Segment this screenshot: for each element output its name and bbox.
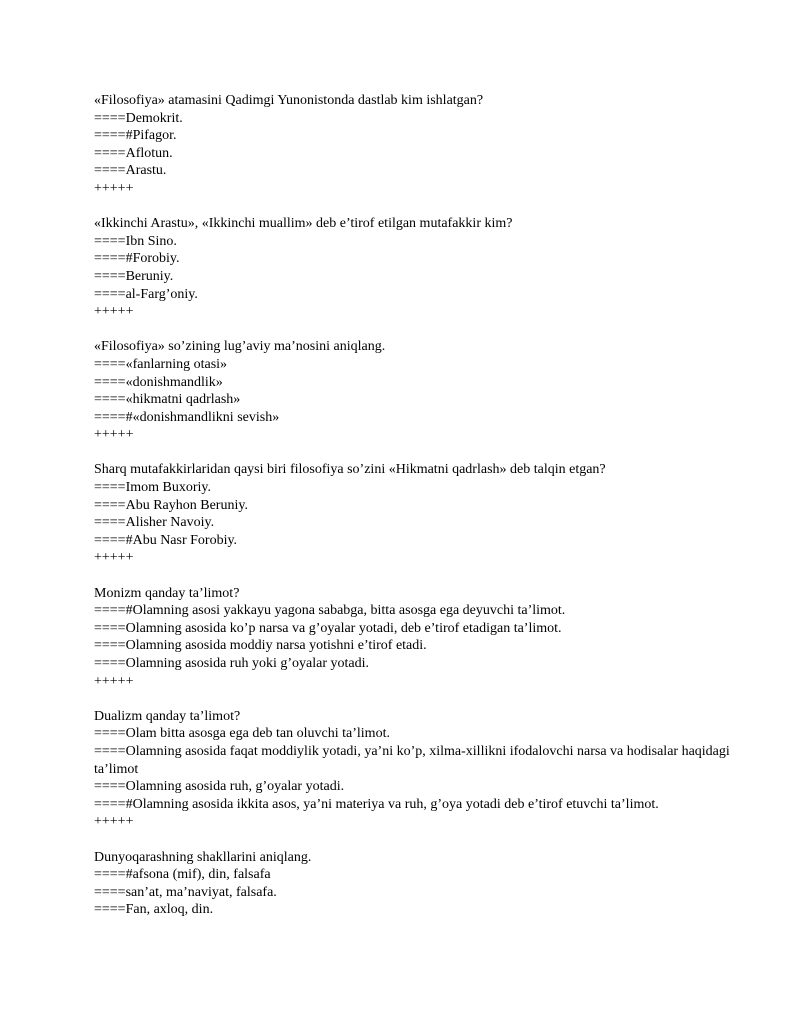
question-text: Dunyoqarashning shakllarini aniqlang.: [94, 849, 312, 865]
answer-option: ====Demokrit.: [94, 110, 183, 126]
answer-option-correct: ====#Forobiy.: [94, 251, 180, 267]
question-separator: +++++: [94, 304, 134, 320]
answer-option: ====Fan, axloq, din.: [94, 902, 214, 918]
answer-option: ====Olamning asosida ko’p narsa va g’oyalar yotadi, deb e’tirof etadigan ta’limot.: [94, 620, 562, 636]
answer-option: ====Arastu.: [94, 163, 167, 179]
document-page: [94, 92, 734, 937]
answer-option: ====san’at, ma’naviyat, falsafa.: [94, 884, 277, 900]
question-separator: +++++: [94, 427, 134, 443]
answer-option: ====«fanlarning otasi»: [94, 356, 228, 372]
question-block: [94, 92, 734, 198]
answer-option: ====Olam bitta asosga ega deb tan oluvchi ta’limot.: [94, 726, 390, 742]
question-separator: +++++: [94, 550, 134, 566]
answer-option-correct: ====#afsona (mif), din, falsafa: [94, 867, 271, 883]
question-block: [94, 461, 734, 567]
question-separator: +++++: [94, 814, 134, 830]
question-text: «Filosofiya» atamasini Qadimgi Yunonistonda dastlab kim ishlatgan?: [94, 93, 484, 108]
answer-option: ====Olamning asosida faqat moddiylik yotadi, ya’ni ko’p, xilma-xillikni ifodalovchi narsa va hodisalar haqidagi ta’limot: [94, 743, 734, 777]
answer-option-correct: ====#Pifagor.: [94, 128, 177, 144]
question-text: «Filosofiya» so’zining lug’aviy ma’nosini aniqlang.: [94, 339, 386, 355]
question-text: Sharq mutafakkirlaridan qaysi biri filosofiya so’zini «Hikmatni qadrlash» deb talqin etgan?: [94, 462, 606, 478]
answer-option: ====Ibn Sino.: [94, 233, 177, 249]
answer-option: ====Alisher Navoiy.: [94, 515, 215, 531]
answer-option-correct: ====#Olamning asosida ikkita asos, ya’ni materiya va ruh, g’oya yotadi deb e’tirof etuvchi ta’limot.: [94, 796, 659, 812]
question-separator: +++++: [94, 180, 134, 196]
answer-option: ====al-Farg’oniy.: [94, 286, 198, 302]
answer-option: ====Beruniy.: [94, 268, 174, 284]
question-block: [94, 215, 734, 321]
question-text: Monizm qanday ta’limot?: [94, 585, 240, 601]
question-block: [94, 849, 734, 919]
answer-option: ====Olamning asosida ruh yoki g’oyalar yotadi.: [94, 656, 369, 671]
question-block: [94, 338, 734, 444]
question-block: [94, 708, 734, 831]
answer-option: ====Abu Rayhon Beruniy.: [94, 497, 248, 513]
question-text: Dualizm qanday ta’limot?: [94, 708, 241, 724]
question-text: «Ikkinchi Arastu», «Ikkinchi muallim» deb e’tirof etilgan mutafakkir kim?: [94, 216, 513, 232]
answer-option-correct: ====#Olamning asosi yakkayu yagona sababga, bitta asosga ega deyuvchi ta’limot.: [94, 603, 566, 619]
question-separator: +++++: [94, 673, 134, 689]
answer-option: ====Olamning asosida ruh, g’oyalar yotadi.: [94, 779, 345, 795]
answer-option: ====«donishmandlik»: [94, 374, 223, 390]
question-block: [94, 585, 734, 691]
answer-option: ====Olamning asosida moddiy narsa yotishni e’tirof etadi.: [94, 638, 427, 654]
answer-option-correct: ====#«donishmandlikni sevish»: [94, 409, 280, 425]
answer-option-correct: ====#Abu Nasr Forobiy.: [94, 532, 238, 548]
answer-option: ====«hikmatni qadrlash»: [94, 392, 241, 408]
answer-option: ====Aflotun.: [94, 145, 173, 161]
answer-option: ====Imom Buxoriy.: [94, 480, 212, 496]
